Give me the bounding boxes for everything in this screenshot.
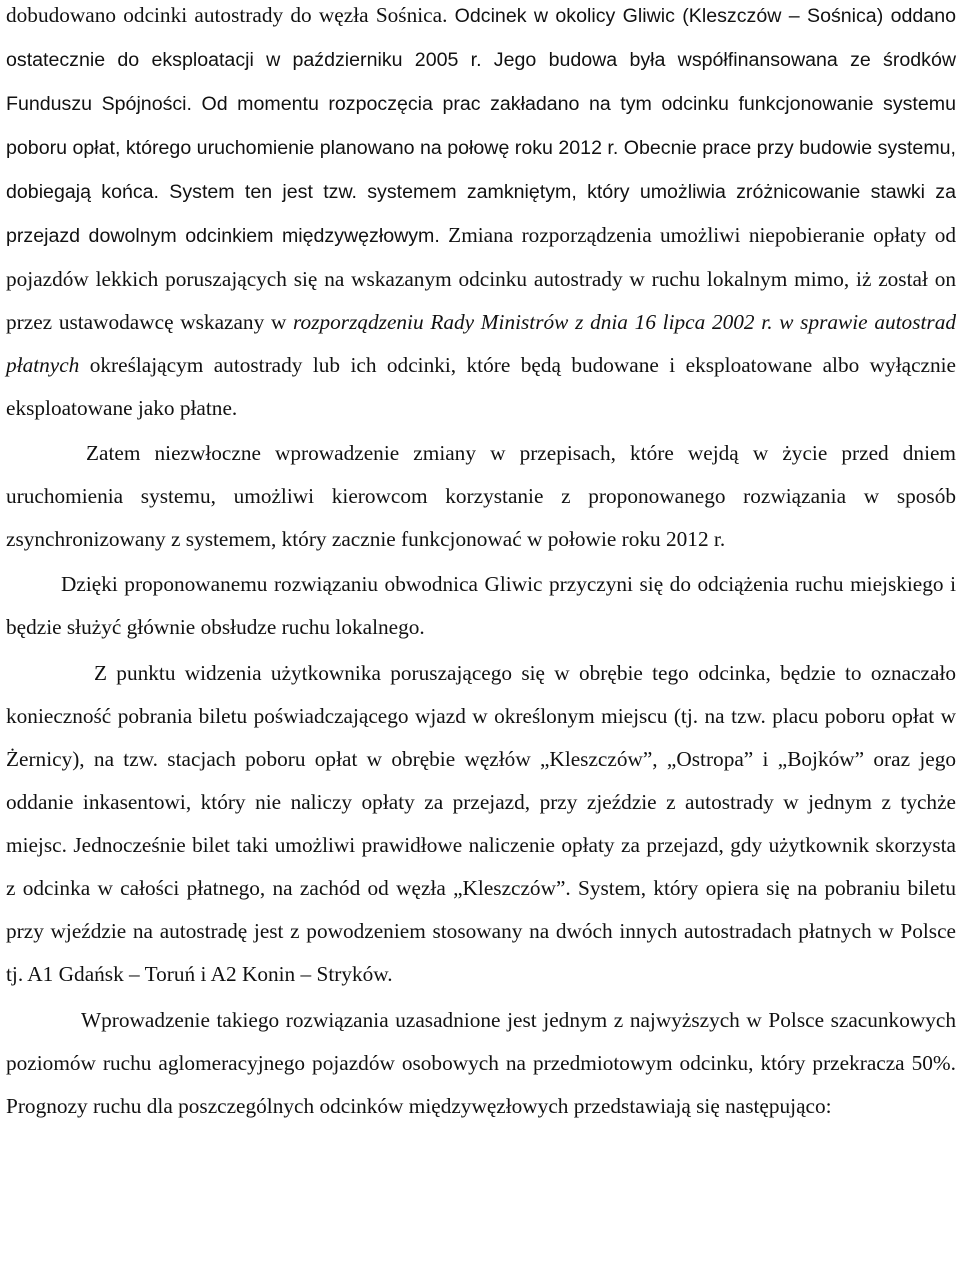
text-segment-sans-body: Odcinek w okolicy Gliwic (Kleszczów – Sośnica) oddano ostatecznie do eksploatacji w październiku 2005 r. Jego budowa była współfinansowana ze środków Funduszu Spójności. Od momentu rozpoczęcia prac zakładano na tym odcinku funkcjonowanie systemu poboru opłat, którego uruchomienie planowano na połowę roku 2012 r. Obecnie prace przy budowie systemu, dobiegają końca. System ten jest tzw. systemem zamkniętym, który umożliwia zróżnicowanie stawki za przejazd dowolnym odcinkiem międzywęzłowym. [6, 5, 956, 247]
text-segment-serif-amendment: Zmiana rozporządzenia umożliwi niepobieranie opłaty od pojazdów lekkich poruszających się na wskazanym odcinku autostrady w ruchu lokalnym mimo, iż został on przez ustawodawcę wskazany w [6, 223, 956, 334]
paragraph-timing-of-change: Zatem niezwłoczne wprowadzenie zmiany w przepisach, które wejdą w życie przed dniem uruchomienia systemu, umożliwi kierowcom korzystanie z proponowanego rozwiązania w sposób zsynchronizowany z systemem, który zacznie funkcjonować w połowie roku 2012 r. [6, 441, 956, 551]
paragraph-gliwic-bypass: Dzięki proponowanemu rozwiązaniu obwodnica Gliwic przyczyni się do odciążenia ruchu miejskiego i będzie służyć głównie obsłudze ruchu lokalnego. [6, 572, 956, 639]
text-segment-serif-closing: określającym autostrady lub ich odcinki, które będą budowane i eksploatowane albo wyłącznie eksploatowane jako płatne. [6, 353, 956, 420]
paragraph-user-perspective: Z punktu widzenia użytkownika poruszającego się w obrębie tego odcinka, będzie to oznaczało konieczność pobrania biletu poświadczającego wjazd w określonym miejscu (tj. na tzw. placu poboru opłat w Żernicy), na tzw. stacjach poboru opłat w obrębie węzłów „Kleszczów”, „Ostropa” i „Bojków” oraz jego oddanie inkasentowi, który nie naliczy opłaty za przejazd, przy zjeździe z autostrady w jednym z tychże miejsc. Jednocześnie bilet taki umożliwi prawidłowe naliczenie opłaty za przejazd, gdy użytkownik skorzysta z odcinka w całości płatnego, na zachód od węzła „Kleszczów”. System, który opiera się na pobraniu biletu przy wjeździe na autostradę jest z powodzeniem stosowany na dwóch innych autostradach płatnych w Polsce tj. A1 Gdańsk – Toruń i A2 Konin – Stryków. [6, 661, 956, 986]
paragraph-toll-system-background [6, 0, 956, 430]
text-segment-serif-intro: dobudowano odcinki autostrady do węzła Sośnica. [6, 3, 455, 27]
document-page [6, 0, 956, 1287]
regulation-reference: rozporządzeniu Rady Ministrów z dnia 16 lipca 2002 r. w sprawie autostrad płatnych [6, 310, 956, 377]
paragraph-traffic-justification: Wprowadzenie takiego rozwiązania uzasadnione jest jednym z najwyższych w Polsce szacunkowych poziomów ruchu aglomeracyjnego pojazdów osobowych na przedmiotowym odcinku, który przekracza 50%. Prognozy ruchu dla poszczególnych odcinków międzywęzłowych przedstawiają się następująco: [6, 1008, 956, 1118]
